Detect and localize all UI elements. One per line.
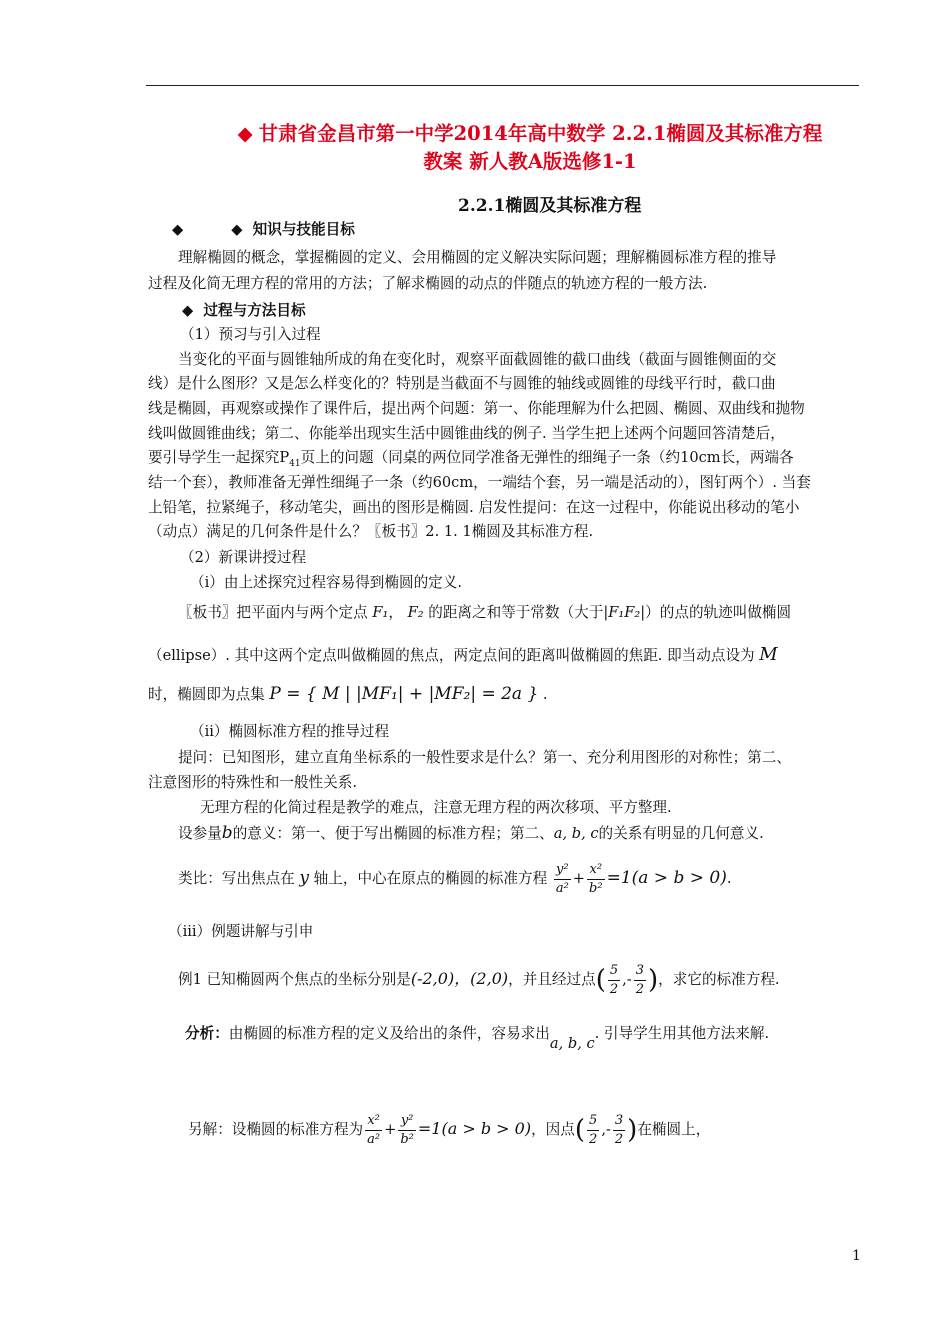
fraction-x2-a2: $\frac{\text{x²}}{\text{a²}}$ [367, 1112, 381, 1147]
definition-line-1: 〖板书〗把平面内与两个定点 F₁， F₂ 的距离之和等于常数（大于|F₁F₂|）的点的轨迹叫做椭圆 [178, 604, 792, 621]
p3-line-1: 提问：已知图形，建立直角坐标系的一般性要求是什么？第一、充分利用图形的对称性；第二、 [178, 749, 791, 766]
p2-line-8: （动点）满足的几何条件是什么？〖板书〗2. 1. 1椭圆及其标准方程. [148, 523, 594, 540]
alternative-solution: 另解：设椭圆的标准方程为 $\frac{\text{x²}}{\text{a²}}$ + $\frac{\text{y²}}{\text{b²}}$ =1(a > b > 0)，因点( $\frac{5}{2}$ ,- $\frac{3}{2}$ )在椭圆上， [188, 1112, 711, 1147]
fraction-3-2-alt: $\frac{3}{2}$ [614, 1112, 624, 1147]
step-2-ii: （ii）椭圆标准方程的推导过程 [190, 723, 390, 740]
page-number: 1 [852, 1248, 861, 1264]
math-y: y [299, 868, 310, 888]
definition-line-2: （ellipse）. 其中这两个定点叫做椭圆的焦点，两定点间的距离叫做椭圆的焦距. 即当动点设为 M [148, 644, 778, 665]
fraction-3-2: $\frac{3}{2}$ [635, 962, 644, 997]
fraction-x2-b2: $\frac{\text{x²}}{\text{b²}}$ [589, 861, 603, 896]
heading-process [182, 301, 306, 321]
step-2: （2）新课讲授过程 [180, 549, 307, 566]
math-abc: a, b, c [553, 825, 599, 842]
math-b: b [221, 823, 233, 843]
fraction-y2-b2: $\frac{\text{y²}}{\text{b²}}$ [400, 1112, 414, 1147]
diamond-icon: ◆ [237, 122, 253, 145]
step-2-iii: （iii）例题讲解与引申 [168, 923, 314, 940]
p1-line-1: 理解椭圆的概念，掌握椭圆的定义、会用椭圆的定义解决实际问题；理解椭圆标准方程的推导 [178, 249, 777, 266]
heading-knowledge-text: 知识与技能目标 [252, 221, 355, 238]
math-m: M [759, 644, 778, 665]
title-line-2: 教案 新人教A版选修1-1 [423, 150, 637, 173]
p6-analogy: 类比：写出焦点在 y 轴上，中心在原点的椭圆的标准方程 $\frac{\text{y²}}{\text{a²}}$ + $\frac{\text{x²}}{\text{b²}}$ =1(a > b > 0). [178, 861, 732, 896]
example-1: 例1 已知椭圆两个焦点的坐标分别是(-2,0)，(2,0)，并且经过点( $\frac{5}{2}$ ,- $\frac{3}{2}$ )，求它的标准方程. [178, 962, 780, 997]
definition-line-3: 时，椭圆即为点集 P = { M | |MF₁| + |MF₂| = 2a } . [148, 684, 548, 704]
diamond-icon: ◆ [172, 221, 184, 238]
p2-line-4: 线叫做圆锥曲线；第二、你能举出现实生活中圆锥曲线的例子. 当学生把上述两个问题回答清楚后， [148, 425, 785, 442]
step-1: （1）预习与引入过程 [180, 326, 321, 343]
p2-line-7: 上铅笔，拉紧绳子，移动笔尖，画出的图形是椭圆. 启发性提问：在这一过程中，你能说出移动的笔小 [148, 499, 800, 516]
p2-line-6: 结一个套），教师准备无弹性细绳子一条（约60cm，一端结个套，另一端是活动的），图钉两个）. 当套 [148, 474, 811, 491]
step-2-i: （i）由上述探究过程容易得到椭圆的定义. [190, 574, 462, 591]
p5: 设参量b的意义：第一、便于写出椭圆的标准方程；第二、a, b, c的关系有明显的几何意义. [178, 823, 764, 843]
p2-line-5: 要引导学生一起探究$P_{41}$页上的问题（同桌的两位同学准备无弹性的细绳子一条（约10cm长，两端各 [148, 449, 794, 469]
header-rule [146, 85, 859, 86]
p2-line-3: 线是椭圆，再观察或操作了课件后，提出两个问题：第一、你能理解为什么把圆、椭圆、双曲线和抛物 [148, 400, 805, 417]
p3-line-2: 注意图形的特殊性和一般性关系. [148, 774, 357, 791]
math-foci: (-2,0)，(2,0) [410, 969, 509, 988]
math-f2: F₂ [407, 604, 424, 621]
p4: 无理方程的化简过程是教学的难点，注意无理方程的两次移项、平方整理. [200, 799, 672, 816]
title-line-1: 甘肃省金昌市第一中学2014年高中数学 2.2.1椭圆及其标准方程 [258, 122, 823, 145]
section-subtitle: 2.2.1椭圆及其标准方程 [458, 196, 642, 216]
analysis: 分析：由椭圆的标准方程的定义及给出的条件，容易求出a, b, c. 引导学生用其他方法来解. [185, 1025, 770, 1052]
fraction-y2-a2: $\frac{\text{y²}}{\text{a²}}$ [555, 861, 569, 896]
math-f1: F₁ [372, 604, 389, 621]
document-title [150, 120, 910, 176]
math-f1f2: |F₁F₂| [603, 604, 646, 621]
math-abc-2: a, b, c [549, 1035, 595, 1052]
diamond-icon: ◆ [182, 302, 194, 319]
p1-line-2: 过程及化简无理方程的常用的方法；了解求椭圆的动点的伴随点的轨迹方程的一般方法. [148, 275, 708, 292]
heading-process-text: 过程与方法目标 [203, 302, 306, 319]
p2-line-2: 线）是什么图形？又是怎么样变化的？特别是当截面不与圆锥的轴线或圆锥的母线平行时，截口曲 [148, 375, 776, 392]
fraction-5-2: $\frac{5}{2}$ [609, 962, 619, 997]
math-point-set: P = { M | |MF₁| + |MF₂| = 2a } [269, 684, 539, 704]
heading-knowledge [172, 220, 355, 240]
p2-line-1: 当变化的平面与圆锥轴所成的角在变化时，观察平面截圆锥的截口曲线（截面与圆锥侧面的交 [178, 351, 777, 368]
fraction-5-2-alt: $\frac{5}{2}$ [589, 1112, 598, 1147]
diamond-icon: ◆ [231, 221, 243, 238]
